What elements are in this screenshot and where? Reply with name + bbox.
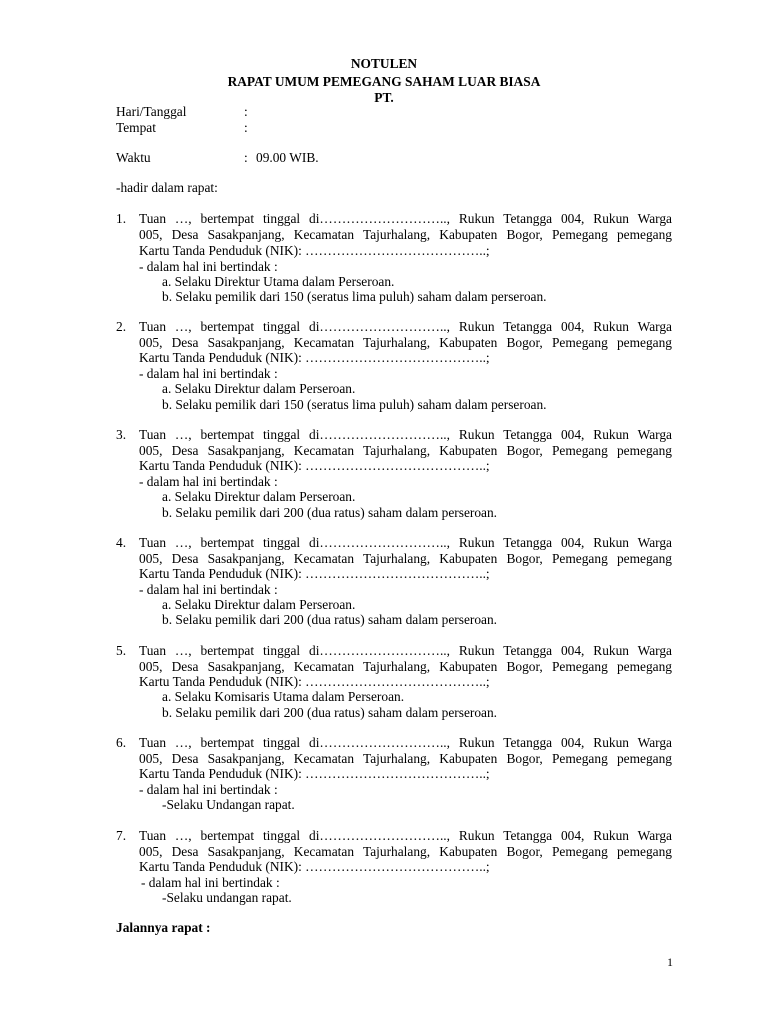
doc-subtitle: RAPAT UMUM PEMEGANG SAHAM LUAR BIASA [227,74,541,89]
doc-title: NOTULEN [350,56,418,71]
role-item: b. Selaku pemilik dari 150 (seratus lima puluh) saham dalam perseroan. [162,289,547,304]
attendee-number: 4. [116,535,127,550]
attendee-line: 005, Desa Sasakpanjang, Kecamatan Tajurhalang, Kabupaten Bogor, Pemegang pemegang [139,751,672,766]
role-heading: - dalam hal ini bertindak : [139,474,278,489]
attendee-line: Kartu Tanda Penduduk (NIK): …………………………………..; [139,566,490,581]
role-item: a. Selaku Direktur dalam Perseroan. [162,489,356,504]
attendee-line: Tuan …, bertempat tinggal di……………………….., Rukun Tetangga 004, Rukun Warga [139,319,672,334]
page-number: 1 [667,955,673,969]
attendee-line: Kartu Tanda Penduduk (NIK): …………………………………..; [139,674,490,689]
attendee-line: 005, Desa Sasakpanjang, Kecamatan Tajurhalang, Kabupaten Bogor, Pemegang pemegang [139,227,672,242]
meta-label-date: Hari/Tanggal [116,104,187,119]
meta-label-time: Waktu [116,150,151,165]
attendee-number: 5. [116,643,127,658]
attendee-line: 005, Desa Sasakpanjang, Kecamatan Tajurhalang, Kabupaten Bogor, Pemegang pemegang [139,659,672,674]
role-heading: - dalam hal ini bertindak : [139,366,278,381]
attendee-line: 005, Desa Sasakpanjang, Kecamatan Tajurhalang, Kabupaten Bogor, Pemegang pemegang [139,335,672,350]
section-heading: Jalannya rapat : [116,920,211,935]
role-item: b. Selaku pemilik dari 200 (dua ratus) saham dalam perseroan. [162,705,498,720]
attendee-line: Tuan …, bertempat tinggal di……………………….., Rukun Tetangga 004, Rukun Warga [139,211,672,226]
attendee-number: 7. [116,828,127,843]
attendee-number: 1. [116,211,127,226]
role-item: a. Selaku Komisaris Utama dalam Perseroan. [162,689,405,704]
role-heading: - dalam hal ini bertindak : [141,875,280,890]
attendee-line: 005, Desa Sasakpanjang, Kecamatan Tajurhalang, Kabupaten Bogor, Pemegang pemegang [139,443,672,458]
role-heading: - dalam hal ini bertindak : [139,782,278,797]
role-item: a. Selaku Direktur Utama dalam Perseroan. [162,274,395,289]
attendee-line: 005, Desa Sasakpanjang, Kecamatan Tajurhalang, Kabupaten Bogor, Pemegang pemegang [139,551,672,566]
attendee-line: Tuan …, bertempat tinggal di……………………….., Rukun Tetangga 004, Rukun Warga [139,535,672,550]
role-item: -Selaku Undangan rapat. [162,797,295,812]
attendee-line: Tuan …, bertempat tinggal di……………………….., Rukun Tetangga 004, Rukun Warga [139,735,672,750]
role-heading: - dalam hal ini bertindak : [139,259,278,274]
role-item: -Selaku undangan rapat. [162,890,292,905]
role-item: b. Selaku pemilik dari 150 (seratus lima puluh) saham dalam perseroan. [162,397,547,412]
attendee-line: Kartu Tanda Penduduk (NIK): …………………………………..; [139,350,490,365]
meta-label-place: Tempat [116,120,156,135]
attendee-number: 6. [116,735,127,750]
role-heading: - dalam hal ini bertindak : [139,582,278,597]
role-item: a. Selaku Direktur dalam Perseroan. [162,597,356,612]
attendee-line: Tuan …, bertempat tinggal di……………………….., Rukun Tetangga 004, Rukun Warga [139,828,672,843]
attendee-line: Kartu Tanda Penduduk (NIK): …………………………………..; [139,766,490,781]
meta-colon-time: : [244,150,248,165]
meta-colon-place: : [244,120,248,135]
attendee-line: Kartu Tanda Penduduk (NIK): …………………………………..; [139,859,490,874]
role-item: b. Selaku pemilik dari 200 (dua ratus) saham dalam perseroan. [162,612,498,627]
role-item: b. Selaku pemilik dari 200 (dua ratus) saham dalam perseroan. [162,505,498,520]
attendee-number: 3. [116,427,127,442]
meta-value-time: 09.00 WIB. [256,150,319,165]
attendee-line: Kartu Tanda Penduduk (NIK): …………………………………..; [139,458,490,473]
company-name: PT. [374,90,394,105]
attendance-intro: -hadir dalam rapat: [116,180,218,195]
meta-colon-date: : [244,104,248,119]
attendee-line: Tuan …, bertempat tinggal di……………………….., Rukun Tetangga 004, Rukun Warga [139,643,672,658]
attendee-line: 005, Desa Sasakpanjang, Kecamatan Tajurhalang, Kabupaten Bogor, Pemegang pemegang [139,844,672,859]
attendee-line: Tuan …, bertempat tinggal di……………………….., Rukun Tetangga 004, Rukun Warga [139,427,672,442]
attendee-number: 2. [116,319,127,334]
role-item: a. Selaku Direktur dalam Perseroan. [162,381,356,396]
attendee-line: Kartu Tanda Penduduk (NIK): …………………………………..; [139,243,490,258]
